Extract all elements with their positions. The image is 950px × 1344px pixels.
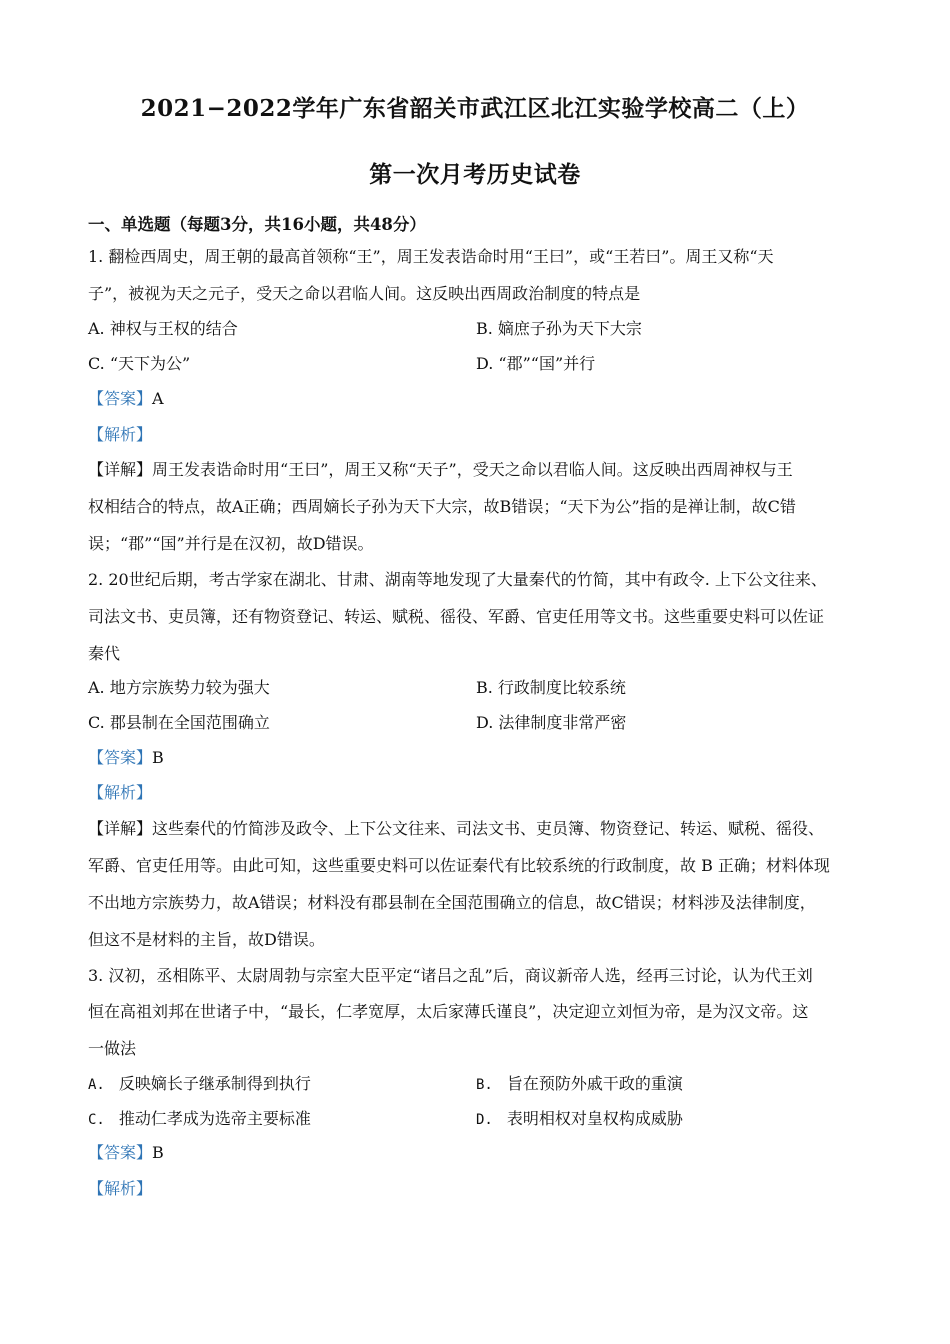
q3-option-c-text: 推动仁孝成为选帝主要标准 bbox=[118, 1109, 311, 1128]
q2-answer-value: B bbox=[152, 748, 164, 767]
q1-stem-line1: 1. 翻检西周史，周王朝的最高首领称“王”，周王发表诰命时用“王曰”，或“王若曰”。周王又称“天 bbox=[88, 247, 774, 266]
q3-answer bbox=[88, 1143, 164, 1163]
q3-option-b bbox=[476, 1074, 683, 1095]
exam-title-line2: 第一次月考历史试卷 bbox=[369, 161, 581, 188]
q1-option-d: D. “郡”“国”并行 bbox=[476, 354, 596, 373]
q1-option-c: C. “天下为公” bbox=[88, 354, 191, 373]
q2-option-d: D. 法律制度非常严密 bbox=[476, 713, 627, 732]
analysis-tag: 【解析】 bbox=[88, 425, 153, 444]
q2-detail-line3: 不出地方宗族势力，故A错误；材料没有郡县制在全国范围确立的信息，故C错误；材料涉及法律制度， bbox=[88, 893, 816, 912]
q1-detail-line3: 误；“郡”“国”并行是在汉初，故D错误。 bbox=[88, 534, 374, 553]
q2-stem-line1: 2. 20世纪后期，考古学家在湖北、甘肃、湖南等地发现了大量秦代的竹简，其中有政令. 上下公文往来、 bbox=[88, 570, 827, 589]
q1-option-b: B. 嫡庶子孙为天下大宗 bbox=[476, 319, 642, 338]
answer-tag: 【答案】 bbox=[88, 389, 153, 408]
q1-answer bbox=[88, 389, 164, 409]
q3-option-d-text: 表明相权对皇权构成威胁 bbox=[506, 1109, 683, 1128]
q3-option-d bbox=[476, 1109, 683, 1130]
q1-stem-line2: 子”，被视为天之元子，受天之命以君临人间。这反映出西周政治制度的特点是 bbox=[88, 284, 641, 303]
q2-option-a: A. 地方宗族势力较为强大 bbox=[88, 678, 270, 697]
q2-answer bbox=[88, 748, 164, 768]
answer-tag: 【答案】 bbox=[88, 1143, 153, 1162]
q3-option-b-letter: B. bbox=[476, 1077, 493, 1093]
q2-stem-line3: 秦代 bbox=[88, 644, 121, 663]
q3-stem-line3: 一做法 bbox=[88, 1039, 137, 1058]
q1-detail-text1: 周王发表诰命时用“王曰”，周王又称“天子”，受天之命以君临人间。这反映出西周神权与王 bbox=[152, 460, 793, 479]
q3-option-a-letter: A. bbox=[88, 1077, 105, 1093]
q2-option-c: C. 郡县制在全国范围确立 bbox=[88, 713, 270, 732]
answer-tag: 【答案】 bbox=[88, 748, 153, 767]
q2-detail-line1 bbox=[88, 819, 824, 839]
q3-option-c bbox=[88, 1109, 311, 1130]
q2-detail-line4: 但这不是材料的主旨，故D错误。 bbox=[88, 930, 325, 949]
q1-detail-line1 bbox=[88, 460, 793, 480]
exam-title-line1: 2021−2022学年广东省韶关市武江区北江实验学校高二（上） bbox=[140, 95, 810, 122]
q3-analysis bbox=[88, 1179, 152, 1199]
q3-stem-line2: 恒在高祖刘邦在世诸子中，“最长，仁孝宽厚，太后家薄氏谨良”，决定迎立刘恒为帝，是为汉文帝。这 bbox=[88, 1002, 809, 1021]
q3-option-a bbox=[88, 1074, 311, 1095]
q1-answer-value: A bbox=[152, 389, 164, 408]
q2-detail-line2: 军爵、官吏任用等。由此可知，这些重要史料可以佐证秦代有比较系统的行政制度，故 B 正确；材料体现 bbox=[88, 856, 830, 875]
q1-option-a: A. 神权与王权的结合 bbox=[88, 319, 238, 338]
q3-option-c-letter: C. bbox=[88, 1112, 105, 1128]
q3-option-d-letter: D. bbox=[476, 1112, 493, 1128]
analysis-tag: 【解析】 bbox=[88, 1179, 153, 1198]
q2-stem-line2: 司法文书、吏员簿，还有物资登记、转运、赋税、徭役、军爵、官吏任用等文书。这些重要史料可以佐证 bbox=[88, 607, 825, 626]
detail-tag: 【详解】 bbox=[88, 819, 153, 838]
q2-detail-text1: 这些秦代的竹简涉及政令、上下公文往来、司法文书、吏员簿、物资登记、转运、赋税、徭役、 bbox=[152, 819, 825, 838]
q2-option-b: B. 行政制度比较系统 bbox=[476, 678, 626, 697]
q3-option-a-text: 反映嫡长子继承制得到执行 bbox=[118, 1074, 311, 1093]
q1-detail-line2: 权相结合的特点，故A正确；西周嫡长子孙为天下大宗，故B错误；“天下为公”指的是禅让制，故C错 bbox=[88, 497, 796, 516]
detail-tag: 【详解】 bbox=[88, 460, 153, 479]
q1-analysis bbox=[88, 425, 152, 445]
q3-stem-line1: 3. 汉初，丞相陈平、太尉周勃与宗室大臣平定“诸吕之乱”后，商议新帝人选，经再三讨论，认为代王刘 bbox=[88, 966, 813, 985]
q3-option-b-text: 旨在预防外戚干政的重演 bbox=[506, 1074, 683, 1093]
analysis-tag: 【解析】 bbox=[88, 783, 153, 802]
section-heading: 一、单选题（每题3分，共16小题，共48分） bbox=[88, 215, 426, 234]
q2-analysis bbox=[88, 783, 152, 803]
q3-answer-value: B bbox=[152, 1143, 164, 1162]
